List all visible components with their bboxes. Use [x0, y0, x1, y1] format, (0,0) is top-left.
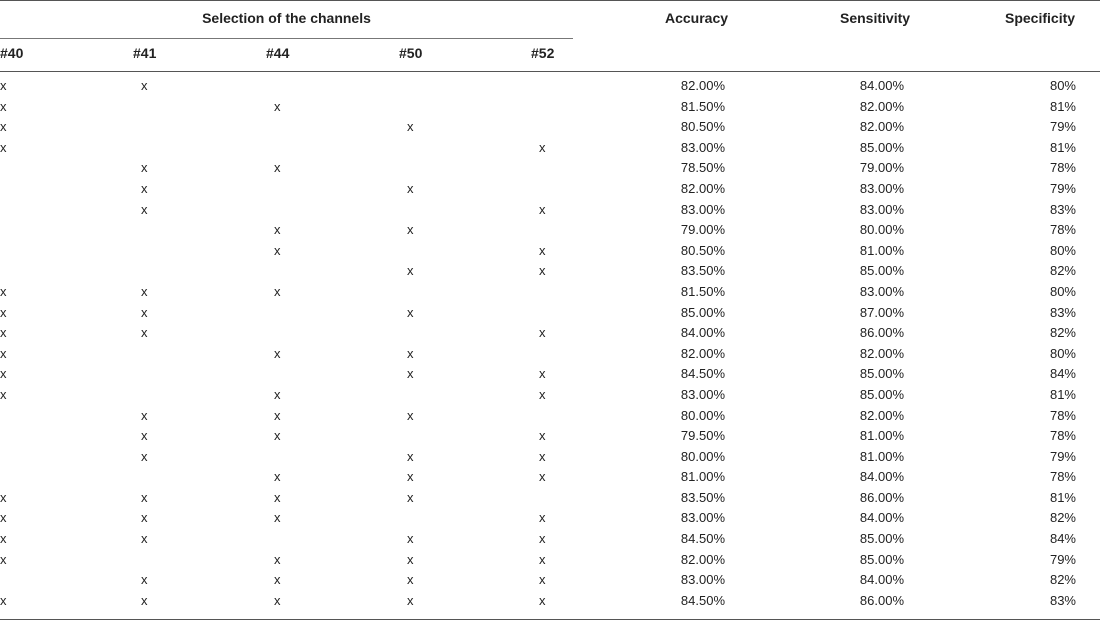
specificity-cell: 79%	[1049, 119, 1076, 135]
specificity-cell: 82%	[1049, 510, 1076, 526]
specificity-cell: 78%	[1049, 407, 1076, 423]
channel-mark-41: x	[141, 78, 148, 93]
table-bottom-rule	[0, 619, 1100, 620]
channel-mark-44: x	[274, 551, 281, 567]
table-row	[0, 158, 1100, 179]
channel-mark-50: x	[407, 469, 414, 485]
channel-mark-44: x	[274, 98, 281, 114]
sensitivity-cell: 81.00%	[859, 448, 904, 464]
accuracy-cell: 80.00%	[680, 448, 725, 464]
channel-mark-52: x	[539, 263, 546, 279]
accuracy-cell: 81.50%	[680, 283, 725, 299]
channel-mark-40: x	[0, 283, 7, 299]
specificity-cell: 84%	[1049, 531, 1076, 547]
channel-mark-50: x	[407, 345, 414, 361]
specificity-cell: 78%	[1049, 160, 1076, 176]
channel-mark-52: x	[539, 242, 546, 258]
table-row	[0, 241, 1100, 262]
channel-mark-44: x	[274, 222, 281, 238]
channel-mark-52: x	[539, 201, 546, 217]
table-row	[0, 323, 1100, 344]
channel-mark-40: x	[0, 345, 7, 361]
channel-mark-50: x	[407, 366, 414, 382]
table-row	[0, 282, 1100, 303]
table-row	[0, 344, 1100, 365]
channel-mark-40: x	[0, 366, 7, 382]
sensitivity-cell: 84.00%	[859, 469, 904, 485]
specificity-cell: 82%	[1049, 572, 1076, 588]
table-row	[0, 406, 1100, 427]
table-row	[0, 200, 1100, 221]
channel-header-50: #50	[399, 45, 423, 61]
sensitivity-cell: 79.00%	[859, 160, 904, 176]
channel-mark-40: x	[0, 304, 7, 320]
channel-mark-52: x	[539, 448, 546, 464]
sensitivity-cell: 81.00%	[859, 428, 904, 444]
specificity-cell: 80%	[1049, 345, 1076, 361]
channel-mark-40: x	[0, 325, 7, 341]
channel-mark-44: x	[274, 345, 281, 361]
sensitivity-cell: 87.00%	[859, 304, 904, 320]
channel-mark-41: x	[141, 592, 148, 608]
accuracy-cell: 82.00%	[680, 78, 725, 93]
channel-mark-50: x	[407, 407, 414, 423]
sensitivity-cell: 85.00%	[859, 263, 904, 279]
channel-mark-44: x	[274, 489, 281, 505]
channel-mark-41: x	[141, 510, 148, 526]
channel-mark-40: x	[0, 592, 7, 608]
channel-mark-50: x	[407, 531, 414, 547]
accuracy-cell: 83.00%	[680, 139, 725, 155]
sensitivity-cell: 83.00%	[859, 283, 904, 299]
table-row	[0, 138, 1100, 159]
table-row	[0, 303, 1100, 324]
accuracy-cell: 80.50%	[680, 119, 725, 135]
header-bottom-rule	[0, 71, 1100, 72]
sensitivity-cell: 85.00%	[859, 386, 904, 402]
accuracy-cell: 81.50%	[680, 98, 725, 114]
specificity-cell: 79%	[1049, 551, 1076, 567]
specificity-cell: 78%	[1049, 469, 1076, 485]
channel-mark-50: x	[407, 263, 414, 279]
channel-group-rule	[0, 38, 573, 39]
channel-mark-50: x	[407, 592, 414, 608]
channel-mark-41: x	[141, 407, 148, 423]
channel-mark-44: x	[274, 572, 281, 588]
specificity-cell: 80%	[1049, 242, 1076, 258]
table-row	[0, 179, 1100, 200]
table-row	[0, 591, 1100, 612]
channel-mark-52: x	[539, 531, 546, 547]
accuracy-cell: 80.50%	[680, 242, 725, 258]
accuracy-cell: 83.00%	[680, 572, 725, 588]
table-row	[0, 261, 1100, 282]
sensitivity-cell: 83.00%	[859, 180, 904, 196]
channel-mark-41: x	[141, 304, 148, 320]
channel-mark-44: x	[274, 407, 281, 423]
table-row	[0, 385, 1100, 406]
accuracy-cell: 83.00%	[680, 201, 725, 217]
table-row	[0, 550, 1100, 571]
channel-mark-41: x	[141, 448, 148, 464]
channel-mark-50: x	[407, 119, 414, 135]
specificity-cell: 84%	[1049, 366, 1076, 382]
sensitivity-cell: 86.00%	[859, 325, 904, 341]
sensitivity-cell: 83.00%	[859, 201, 904, 217]
channel-mark-52: x	[539, 428, 546, 444]
channel-mark-50: x	[407, 222, 414, 238]
accuracy-cell: 84.50%	[680, 531, 725, 547]
specificity-cell: 82%	[1049, 325, 1076, 341]
sensitivity-cell: 81.00%	[859, 242, 904, 258]
channel-mark-41: x	[141, 283, 148, 299]
channel-mark-50: x	[407, 304, 414, 320]
accuracy-cell: 83.00%	[680, 510, 725, 526]
channel-mark-44: x	[274, 242, 281, 258]
sensitivity-cell: 82.00%	[859, 98, 904, 114]
specificity-cell: 80%	[1049, 78, 1076, 93]
sensitivity-cell: 86.00%	[859, 592, 904, 608]
channel-mark-52: x	[539, 386, 546, 402]
table-row	[0, 508, 1100, 529]
channel-mark-40: x	[0, 98, 7, 114]
channel-mark-44: x	[274, 469, 281, 485]
sensitivity-cell: 82.00%	[859, 119, 904, 135]
specificity-cell: 83%	[1049, 592, 1076, 608]
sensitivity-cell: 85.00%	[859, 551, 904, 567]
channel-header-52: #52	[531, 45, 555, 61]
channel-mark-52: x	[539, 551, 546, 567]
table-row	[0, 447, 1100, 468]
channel-mark-44: x	[274, 510, 281, 526]
sensitivity-cell: 86.00%	[859, 489, 904, 505]
channel-mark-44: x	[274, 283, 281, 299]
specificity-cell: 80%	[1049, 283, 1076, 299]
channel-selection-header: Selection of the channels	[202, 10, 371, 26]
channel-mark-40: x	[0, 119, 7, 135]
table-row	[0, 488, 1100, 509]
channel-mark-50: x	[407, 448, 414, 464]
channel-mark-52: x	[539, 469, 546, 485]
specificity-cell: 81%	[1049, 139, 1076, 155]
channel-header-40: #40	[0, 45, 24, 61]
channel-mark-50: x	[407, 572, 414, 588]
sensitivity-cell: 85.00%	[859, 366, 904, 382]
accuracy-cell: 84.50%	[680, 592, 725, 608]
channel-header-41: #41	[133, 45, 157, 61]
channel-mark-50: x	[407, 489, 414, 505]
table-row	[0, 467, 1100, 488]
table-body	[0, 76, 1100, 611]
sensitivity-cell: 82.00%	[859, 407, 904, 423]
sensitivity-cell: 82.00%	[859, 345, 904, 361]
channel-mark-40: x	[0, 510, 7, 526]
specificity-cell: 81%	[1049, 98, 1076, 114]
specificity-cell: 79%	[1049, 180, 1076, 196]
accuracy-cell: 80.00%	[680, 407, 725, 423]
accuracy-header: Accuracy	[665, 10, 729, 26]
channel-mark-44: x	[274, 386, 281, 402]
accuracy-cell: 78.50%	[680, 160, 725, 176]
channel-mark-52: x	[539, 366, 546, 382]
specificity-cell: 78%	[1049, 222, 1076, 238]
table-top-rule	[0, 0, 1100, 1]
channel-mark-50: x	[407, 180, 414, 196]
accuracy-cell: 84.00%	[680, 325, 725, 341]
channel-mark-44: x	[274, 592, 281, 608]
channel-mark-40: x	[0, 386, 7, 402]
sensitivity-cell: 80.00%	[859, 222, 904, 238]
channel-mark-41: x	[141, 572, 148, 588]
sensitivity-header: Sensitivity	[840, 10, 911, 26]
channel-mark-52: x	[539, 572, 546, 588]
sensitivity-cell: 84.00%	[859, 510, 904, 526]
channel-mark-41: x	[141, 428, 148, 444]
accuracy-cell: 83.50%	[680, 489, 725, 505]
sensitivity-cell: 84.00%	[859, 572, 904, 588]
channel-mark-40: x	[0, 78, 7, 93]
accuracy-cell: 82.00%	[680, 345, 725, 361]
channel-mark-41: x	[141, 531, 148, 547]
accuracy-cell: 83.00%	[680, 386, 725, 402]
channel-header-44: #44	[266, 45, 290, 61]
accuracy-cell: 79.00%	[680, 222, 725, 238]
specificity-cell: 78%	[1049, 428, 1076, 444]
channel-mark-52: x	[539, 510, 546, 526]
table-row	[0, 529, 1100, 550]
channel-mark-40: x	[0, 139, 7, 155]
table-row	[0, 220, 1100, 241]
channel-mark-41: x	[141, 180, 148, 196]
table-row	[0, 76, 1100, 97]
table-row	[0, 570, 1100, 591]
sensitivity-cell: 84.00%	[859, 78, 904, 93]
accuracy-cell: 85.00%	[680, 304, 725, 320]
accuracy-cell: 79.50%	[680, 428, 725, 444]
channel-mark-44: x	[274, 428, 281, 444]
table-row	[0, 364, 1100, 385]
specificity-cell: 81%	[1049, 489, 1076, 505]
specificity-cell: 83%	[1049, 201, 1076, 217]
channel-mark-41: x	[141, 160, 148, 176]
sensitivity-cell: 85.00%	[859, 531, 904, 547]
specificity-header: Specificity	[1005, 10, 1076, 26]
channel-mark-40: x	[0, 551, 7, 567]
channel-mark-41: x	[141, 201, 148, 217]
accuracy-cell: 83.50%	[680, 263, 725, 279]
channel-mark-50: x	[407, 551, 414, 567]
table-row	[0, 426, 1100, 447]
accuracy-cell: 82.00%	[680, 551, 725, 567]
specificity-cell: 79%	[1049, 448, 1076, 464]
channel-mark-52: x	[539, 592, 546, 608]
channel-mark-52: x	[539, 139, 546, 155]
accuracy-cell: 82.00%	[680, 180, 725, 196]
accuracy-cell: 81.00%	[680, 469, 725, 485]
channel-mark-40: x	[0, 531, 7, 547]
accuracy-cell: 84.50%	[680, 366, 725, 382]
specificity-cell: 83%	[1049, 304, 1076, 320]
specificity-cell: 81%	[1049, 386, 1076, 402]
sensitivity-cell: 85.00%	[859, 139, 904, 155]
table-row	[0, 117, 1100, 138]
channel-mark-52: x	[539, 325, 546, 341]
table-row	[0, 97, 1100, 118]
channel-mark-41: x	[141, 325, 148, 341]
channel-mark-40: x	[0, 489, 7, 505]
specificity-cell: 82%	[1049, 263, 1076, 279]
channel-mark-41: x	[141, 489, 148, 505]
channel-mark-44: x	[274, 160, 281, 176]
